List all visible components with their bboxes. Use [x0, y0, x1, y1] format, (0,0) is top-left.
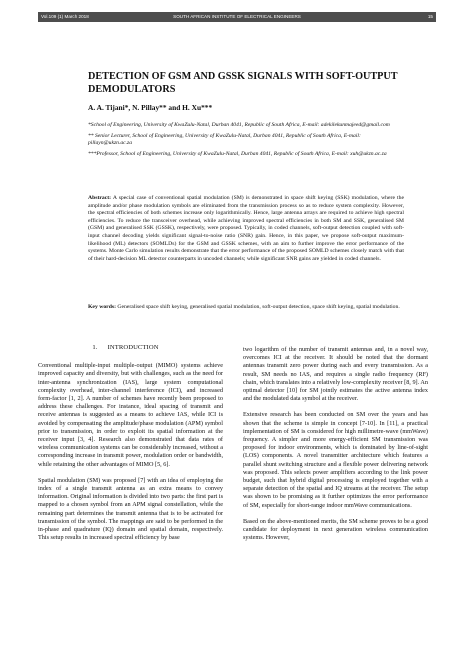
section-title: INTRODUCTION	[107, 344, 159, 351]
abstract-label: Abstract:	[88, 195, 112, 201]
right-paragraph-2: Extensive research has been conducted on SM over the years and has shown that the scheme is simple in concept [7-10]. In [11], a practical implementation of SM is considered for high millimetre-wave (mmWave) frequency. A simpler and more energy-efficient SM transmission was proposed for indoor environments, which is dominated by line-of-sight (LOS) components. A novel transmitter architecture which features a parallel shunt switching structure and a flexible power delivering network was proposed. This selects power amplifiers according to the link power budget, such that hybrid digital processing is employed together with a separate detection of the spatial and IQ streams at the receiver. The setup was shown to be promising as it further optimizes the error performance of SM, especially for short-range indoor mmWave communications.	[243, 411, 428, 509]
paper-title: DETECTION OF GSM AND GSSK SIGNALS WITH SOFT-OUTPUT DEMODULATORS	[88, 71, 398, 95]
left-column	[38, 344, 223, 550]
affiliation-3: ***Professor, School of Engineering, University of KwaZulu-Natal, Durban 4041, Republic of South Africa, E-mail: xuh@ukzn.ac.za	[88, 150, 387, 157]
journal-volume: Vol.109 (1) March 2018	[41, 14, 89, 19]
affiliation-1: *School of Engineering, University of KwaZulu-Natal, Durban 4041, Republic of South Africa, E-mail: adekilekunmajeed@gmail.com	[88, 122, 390, 128]
left-paragraph-2: Spatial modulation (SM) was proposed [7] with an idea of employing the index of a single transmit antenna as an extra means to convey information. Original information is divided into two parts: the first part is mapped to a chosen symbol from an APM signal constellation, while the remaining part determines the transmit antenna that is to be activated for transmission of the symbol. The mappings are said to be performed in the in-phase and quadrature (IQ) domain and spatial domain, respectively. This setup results in increased spectral efficiency by base	[38, 476, 223, 542]
keywords-text: Generalised space shift keying, generalised spatial modulation, soft-output detection, space shift keying, spatial modulation.	[117, 304, 400, 310]
abstract	[88, 195, 404, 263]
keywords-label: Key words:	[88, 304, 116, 310]
right-column	[243, 346, 428, 550]
section-heading	[38, 344, 223, 352]
left-paragraph-1: Conventional multiple-input multiple-output (MIMO) systems achieve improved capacity and diversity, but with challenges, such as the need for inter-antenna synchronization (IAS), large system computational complexity overhead, inter-channel interference (ICI), and increased form-factor [1, 2]. A number of schemes have recently been proposed to address these challenges. For instance, ideal spacing of transmit and receive antennas is suggested as a means to achieve IAS, while ICI is avoided by compensating the amplitude/phase modulation (APM) symbol prior to transmission, in order to exploit its spatial information at the receiver input [3, 4]. Research also demonstrated that data rates of wireless communication systems can be considerably increased, without a corresponding increase in transmit power, modulation order or bandwidth, while retaining the other advantages of MIMO [5, 6].	[38, 362, 223, 468]
journal-header-bar	[38, 12, 436, 22]
right-paragraph-1: two logarithm of the number of transmit antennas and, in a novel way, overcomes ICI at the receiver. It should be noted that the dormant antennas transmit zero power during each and every transmission. As a result, SM needs no IAS, and requires a single radio frequency (RF) chain, which translates into a relatively low-complexity receiver [8, 9]. An optimal detector [10] for SM jointly estimates the active antenna index and the modulated data symbol at the receiver.	[243, 346, 428, 403]
author-affiliations	[88, 122, 406, 161]
right-paragraph-3: Based on the above-mentioned merits, the SM scheme proves to be a good candidate for deployment in next generation wireless communication systems. However,	[243, 517, 428, 542]
abstract-text: A special case of conventional spatial modulation (SM) is demonstrated in space shift keying (SSK) modulation, where the amplitude and/or phase modulation symbols are eliminated from the transmission process so as to reduce system complexity. However, the spectral efficiencies of both schemes increase only logarithmically. Hence, large antenna arrays are required to achieve high spectral efficiencies. To reduce the transceiver overhead, while achieving improved spectral efficiencies in both SM and SSK, generalised SM (GSM) and generalised SSK (GSSK), respectively, were proposed. Typically, in coded channels, soft-output detection coupled with soft-input channel decoding yields significant signal-to-noise ratio (SNR) gain. Hence, in this paper, we propose soft-output maximum-likelihood (ML) detectors (SOMLDs) for the GSM and GSSK schemes, with an aim to further improve the error performance of the systems. Monte Carlo simulation results demonstrate that the error performance of the proposed SOMLD schemes closely match with that of their hard-decision ML detector counterparts in uncoded channels; while significant SNR gains are yielded in coded channels.	[88, 195, 405, 262]
keywords	[88, 304, 404, 312]
journal-name: SOUTH AFRICAN INSTITUTE OF ELECTRICAL ENGINEERS	[173, 14, 301, 19]
section-number: 1.	[92, 344, 98, 351]
paper-authors: A. A. Tijani*, N. Pillay** and H. Xu***	[88, 103, 213, 112]
page-number: 15	[427, 14, 433, 19]
affiliation-2: ** Senior Lecturer, School of Engineering, University of KwaZulu-Natal, Durban 4041, Republic of South Africa, E-mail: pillayn@ukzn.ac.za	[88, 132, 361, 147]
